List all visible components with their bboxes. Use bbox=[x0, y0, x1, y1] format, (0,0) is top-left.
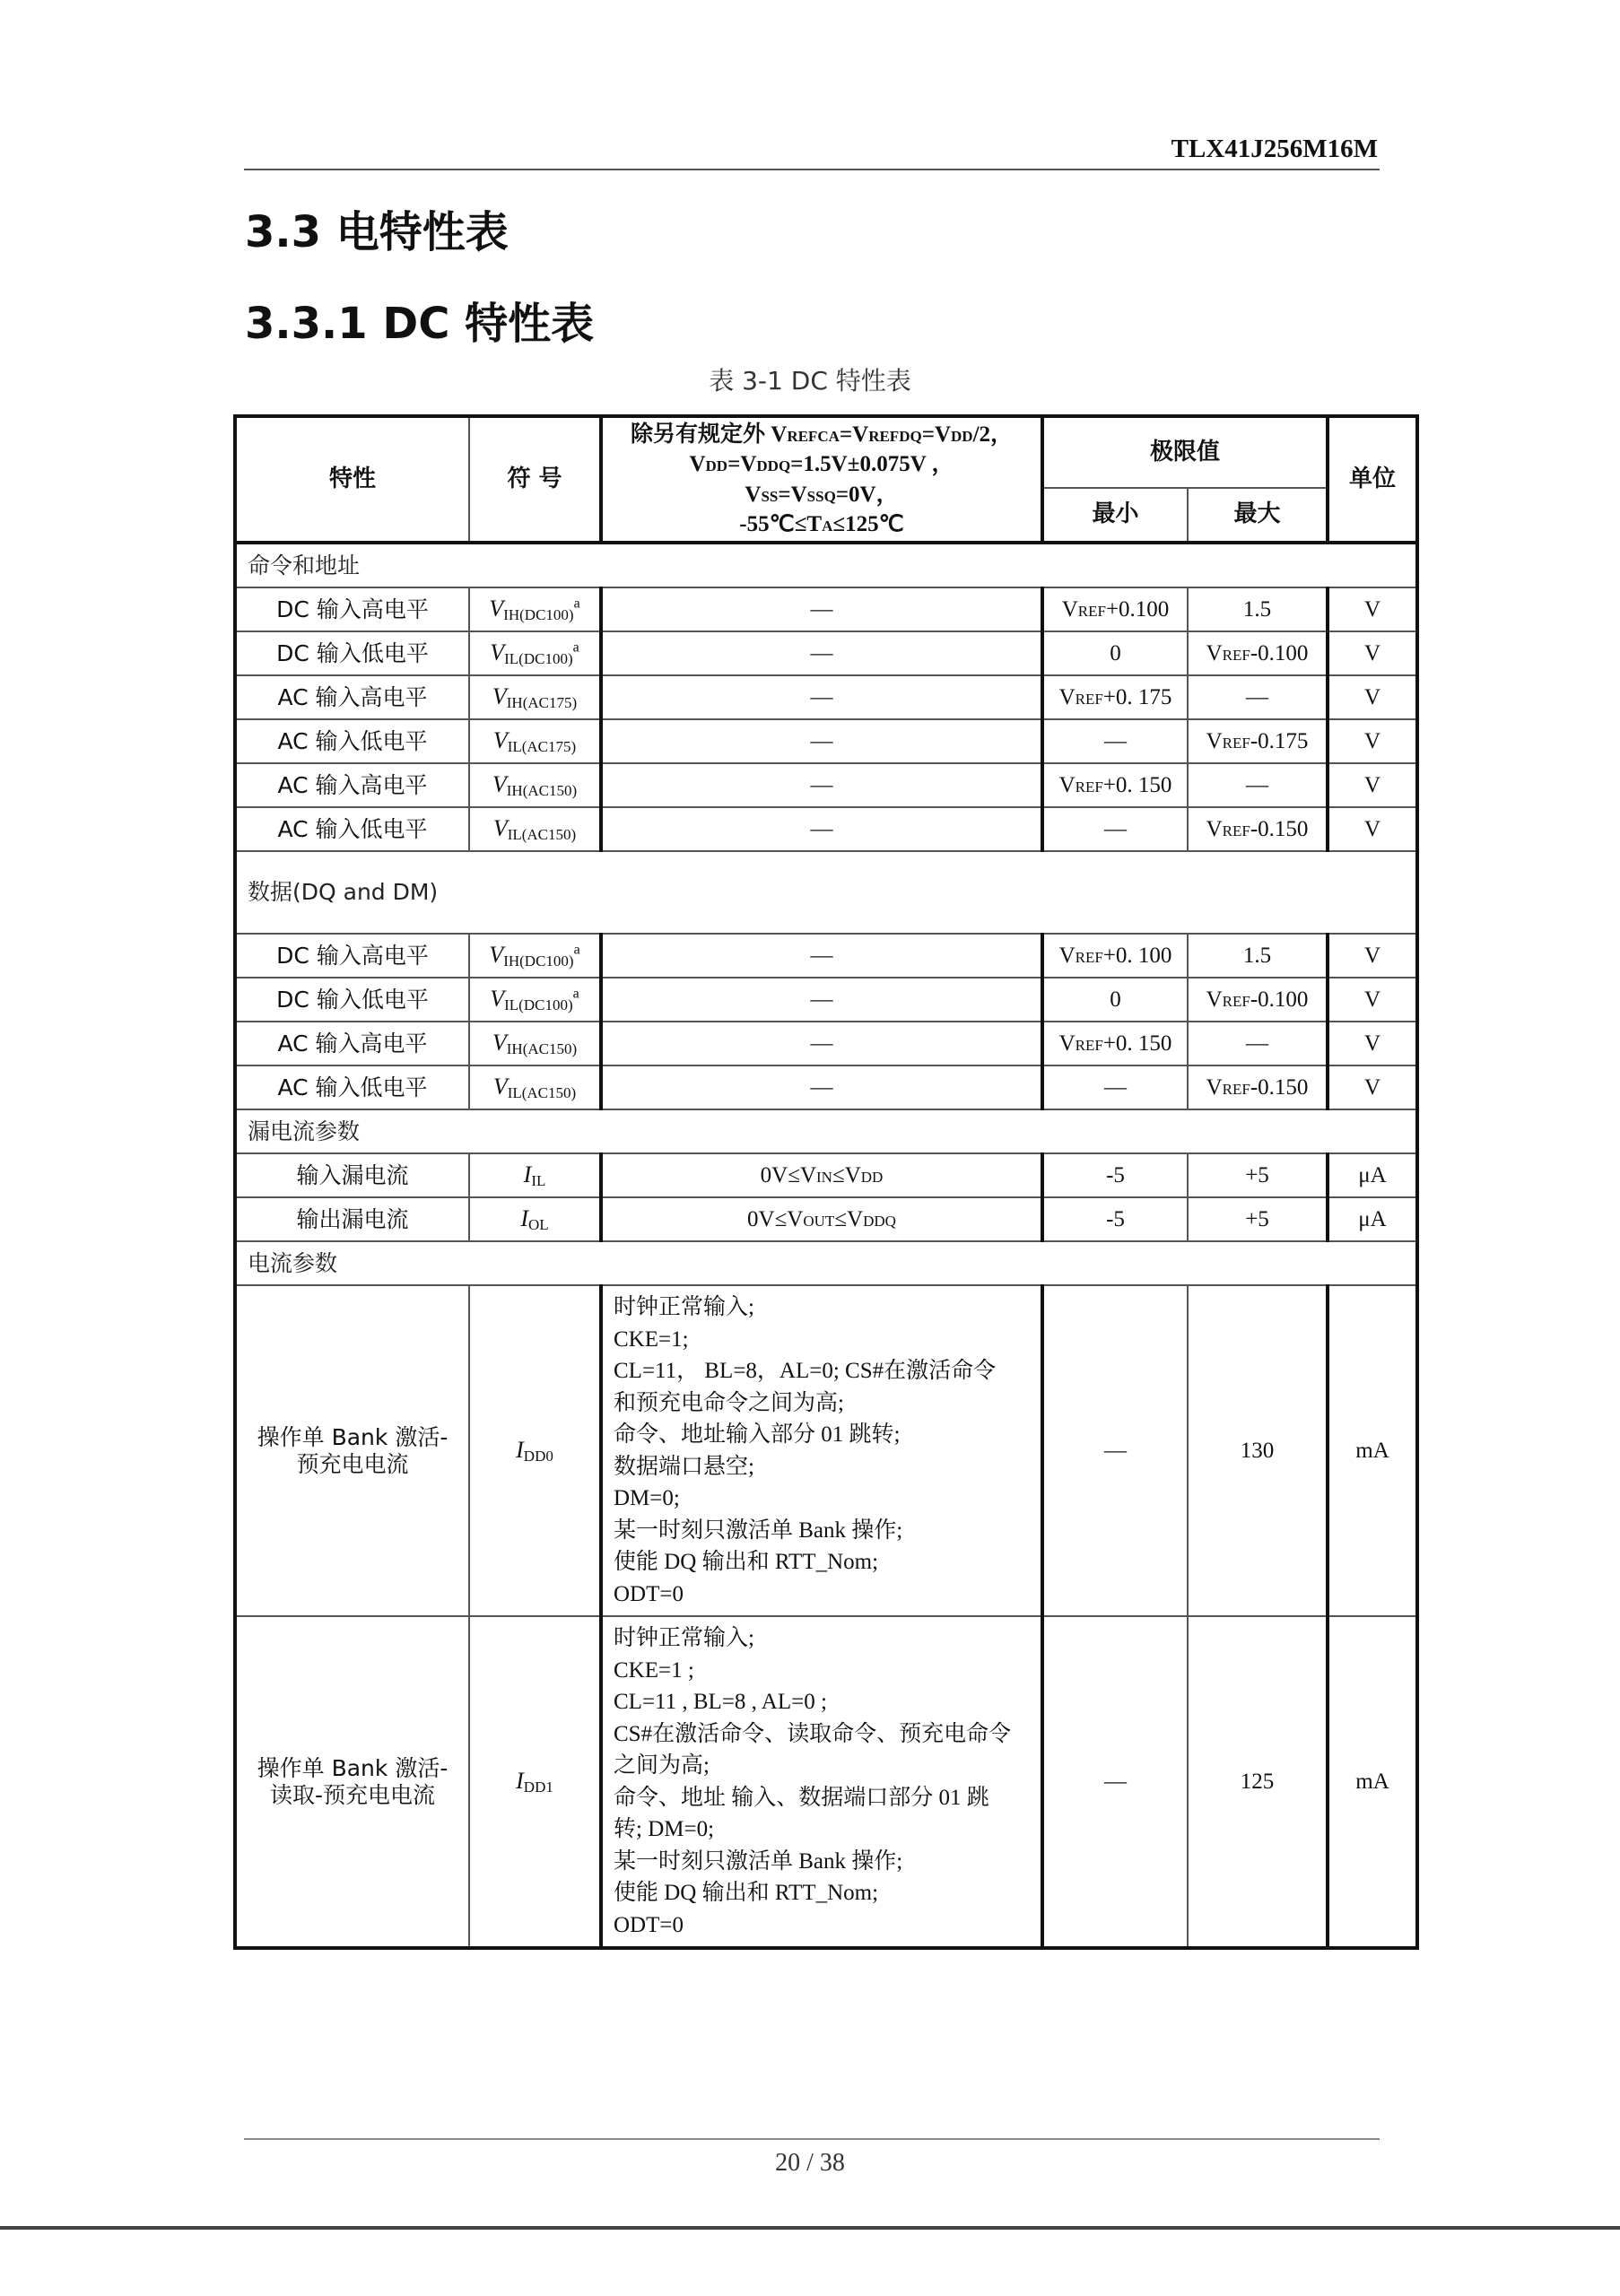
unit-cell: V bbox=[1328, 719, 1417, 763]
section-row bbox=[235, 543, 1417, 587]
condition-line: 某一时刻只激活单 Bank 操作; bbox=[614, 1848, 903, 1874]
min-value-cell: — bbox=[1042, 1065, 1188, 1109]
max-value-cell: +5 bbox=[1188, 1197, 1328, 1241]
condition-line: CL=11， BL=8，AL=0; CS#在激活命令 bbox=[614, 1359, 997, 1383]
header-characteristic: 特性 bbox=[235, 416, 469, 543]
symbol-subscript: IL(AC175) bbox=[507, 737, 577, 755]
subsection-heading: 3.3.1 DC 特性表 bbox=[245, 299, 595, 349]
header-condition-line: 除另有规定外 VREFCA=VREFDQ=VDD/2， bbox=[630, 422, 1014, 447]
symbol-subscript: OL bbox=[528, 1215, 549, 1233]
section-heading: 3.3 电特性表 bbox=[245, 207, 509, 257]
characteristic-line: 预充电电流 bbox=[296, 1450, 409, 1477]
unit-cell: μA bbox=[1328, 1153, 1417, 1197]
symbol-subscript: IH(DC100) bbox=[503, 952, 574, 970]
max-value-cell: — bbox=[1188, 1022, 1328, 1065]
condition-line: 时钟正常输入; bbox=[614, 1626, 754, 1650]
condition-cell: — bbox=[601, 719, 1042, 763]
symbol-main: V bbox=[492, 1073, 508, 1100]
header-condition-line: -55℃≤TA≤125℃ bbox=[739, 511, 904, 536]
min-value-cell: -5 bbox=[1042, 1197, 1188, 1241]
symbol-main: V bbox=[492, 726, 508, 753]
section-row bbox=[235, 1109, 1417, 1153]
max-value-cell: 130 bbox=[1188, 1285, 1328, 1616]
condition-cell bbox=[601, 1616, 1042, 1948]
max-value-cell: VREF-0.100 bbox=[1188, 978, 1328, 1022]
condition-line: 转; DM=0; bbox=[614, 1817, 715, 1841]
symbol-subscript: IL bbox=[531, 1171, 546, 1189]
unit-cell: V bbox=[1328, 934, 1417, 978]
symbol-cell bbox=[469, 807, 601, 851]
min-value-cell: — bbox=[1042, 1616, 1188, 1948]
max-value-cell: — bbox=[1188, 763, 1328, 807]
unit-cell: V bbox=[1328, 807, 1417, 851]
condition-cell: — bbox=[601, 934, 1042, 978]
condition-cell: — bbox=[601, 675, 1042, 719]
symbol-cell bbox=[469, 1065, 601, 1109]
min-value-cell: 0 bbox=[1042, 631, 1188, 675]
symbol-main: V bbox=[492, 770, 507, 797]
unit-cell: V bbox=[1328, 587, 1417, 631]
condition-line: 和预充电命令之间为高; bbox=[614, 1390, 844, 1415]
unit-cell: μA bbox=[1328, 1197, 1417, 1241]
page-separator bbox=[0, 2226, 1620, 2230]
min-value-cell: — bbox=[1042, 1285, 1188, 1616]
header-conditions bbox=[601, 416, 1042, 543]
condition-line: 使能 DQ 输出和 RTT_Nom; bbox=[614, 1881, 879, 1905]
section-title: 电流参数 bbox=[235, 1241, 1417, 1285]
symbol-subscript: IH(DC100) bbox=[503, 605, 574, 623]
unit-cell: mA bbox=[1328, 1285, 1417, 1616]
characteristic-line: 操作单 Bank 激活- bbox=[257, 1423, 449, 1450]
symbol-footnote-mark: a bbox=[572, 986, 579, 1002]
condition-cell bbox=[601, 1285, 1042, 1616]
symbol-cell bbox=[469, 587, 601, 631]
max-value-cell: — bbox=[1188, 675, 1328, 719]
symbol-cell bbox=[469, 763, 601, 807]
section-title: 命令和地址 bbox=[235, 543, 1417, 587]
min-value-cell: 0 bbox=[1042, 978, 1188, 1022]
condition-cell: — bbox=[601, 587, 1042, 631]
symbol-cell bbox=[469, 719, 601, 763]
symbol-main: V bbox=[492, 683, 507, 709]
unit-cell: V bbox=[1328, 675, 1417, 719]
table-row bbox=[235, 1065, 1417, 1109]
unit-cell: V bbox=[1328, 1022, 1417, 1065]
characteristic-cell: AC 输入低电平 bbox=[235, 719, 469, 763]
min-value-cell: VREF+0. 150 bbox=[1042, 1022, 1188, 1065]
table-row bbox=[235, 1197, 1417, 1241]
header-condition-line: VDD=VDDQ=1.5V±0.075V ， bbox=[689, 452, 954, 477]
max-value-cell: VREF-0.100 bbox=[1188, 631, 1328, 675]
characteristic-cell: 输出漏电流 bbox=[235, 1197, 469, 1241]
condition-cell: — bbox=[601, 763, 1042, 807]
characteristic-cell: AC 输入高电平 bbox=[235, 675, 469, 719]
condition-line: 某一时刻只激活单 Bank 操作; bbox=[614, 1518, 903, 1543]
min-value-cell: VREF+0. 100 bbox=[1042, 934, 1188, 978]
condition-line: ODT=0 bbox=[614, 1581, 684, 1606]
characteristic-cell: AC 输入低电平 bbox=[235, 1065, 469, 1109]
unit-cell: V bbox=[1328, 1065, 1417, 1109]
condition-line: CS#在激活命令、读取命令、预充电命令 bbox=[614, 1721, 1012, 1746]
characteristic-cell: 输入漏电流 bbox=[235, 1153, 469, 1197]
symbol-cell bbox=[469, 1153, 601, 1197]
symbol-cell bbox=[469, 631, 601, 675]
symbol-cell bbox=[469, 1616, 601, 1948]
characteristic-cell: AC 输入高电平 bbox=[235, 1022, 469, 1065]
condition-cell: 0V≤VIN≤VDD bbox=[601, 1153, 1042, 1197]
table-row bbox=[235, 631, 1417, 675]
condition-line: 命令、地址输入部分 01 跳转; bbox=[614, 1422, 901, 1447]
header-unit: 单位 bbox=[1328, 416, 1417, 543]
table-row bbox=[235, 978, 1417, 1022]
section-row bbox=[235, 851, 1417, 934]
condition-cell: — bbox=[601, 1022, 1042, 1065]
condition-line: ODT=0 bbox=[614, 1912, 684, 1937]
symbol-main: V bbox=[492, 814, 508, 841]
table-row bbox=[235, 1153, 1417, 1197]
section-title: 数据(DQ and DM) bbox=[235, 851, 1417, 934]
max-value-cell: +5 bbox=[1188, 1153, 1328, 1197]
condition-line: 使能 DQ 输出和 RTT_Nom; bbox=[614, 1550, 879, 1574]
characteristic-cell: DC 输入高电平 bbox=[235, 934, 469, 978]
condition-line: 时钟正常输入; bbox=[614, 1295, 754, 1319]
unit-cell: V bbox=[1328, 763, 1417, 807]
characteristic-cell: DC 输入低电平 bbox=[235, 978, 469, 1022]
characteristic-line: 操作单 Bank 激活- bbox=[257, 1754, 449, 1781]
symbol-subscript: IL(DC100) bbox=[504, 649, 573, 667]
header-limits: 极限值 bbox=[1042, 416, 1328, 488]
condition-line: DM=0; bbox=[614, 1486, 680, 1510]
header-condition-line: VSS=VSSQ=0V， bbox=[745, 482, 899, 507]
condition-cell: — bbox=[601, 978, 1042, 1022]
symbol-main: V bbox=[489, 941, 504, 968]
condition-line: CL=11 , BL=8 , AL=0 ; bbox=[614, 1690, 827, 1714]
min-value-cell: — bbox=[1042, 807, 1188, 851]
condition-line: 命令、地址 输入、数据端口部分 01 跳 bbox=[614, 1785, 989, 1810]
symbol-subscript: DD0 bbox=[523, 1447, 553, 1465]
min-value-cell: VREF+0. 150 bbox=[1042, 763, 1188, 807]
characteristic-cell: DC 输入高电平 bbox=[235, 587, 469, 631]
table-row bbox=[235, 807, 1417, 851]
symbol-main: I bbox=[520, 1205, 528, 1231]
condition-cell: — bbox=[601, 631, 1042, 675]
symbol-main: I bbox=[516, 1767, 524, 1794]
table-row bbox=[235, 719, 1417, 763]
table-row bbox=[235, 1285, 1417, 1616]
min-value-cell: -5 bbox=[1042, 1153, 1188, 1197]
characteristic-cell: DC 输入低电平 bbox=[235, 631, 469, 675]
table-row bbox=[235, 675, 1417, 719]
characteristic-cell: AC 输入低电平 bbox=[235, 807, 469, 851]
symbol-main: I bbox=[516, 1436, 524, 1463]
header-symbol: 符 号 bbox=[469, 416, 601, 543]
characteristic-cell bbox=[235, 1285, 469, 1616]
section-title: 漏电流参数 bbox=[235, 1109, 1417, 1153]
unit-cell: V bbox=[1328, 978, 1417, 1022]
symbol-footnote-mark: a bbox=[573, 942, 580, 958]
max-value-cell: 1.5 bbox=[1188, 587, 1328, 631]
table-row bbox=[235, 1616, 1417, 1948]
symbol-footnote-mark: a bbox=[572, 639, 579, 656]
table-caption: 表 3-1 DC 特性表 bbox=[709, 366, 911, 396]
max-value-cell: VREF-0.150 bbox=[1188, 1065, 1328, 1109]
symbol-cell bbox=[469, 1285, 601, 1616]
condition-cell: 0V≤VOUT≤VDDQ bbox=[601, 1197, 1042, 1241]
symbol-cell bbox=[469, 675, 601, 719]
symbol-subscript: DD1 bbox=[523, 1778, 553, 1796]
symbol-cell bbox=[469, 978, 601, 1022]
unit-cell: V bbox=[1328, 631, 1417, 675]
symbol-subscript: IL(DC100) bbox=[504, 996, 573, 1013]
characteristic-cell: AC 输入高电平 bbox=[235, 763, 469, 807]
table-row bbox=[235, 934, 1417, 978]
max-value-cell: 1.5 bbox=[1188, 934, 1328, 978]
condition-line: 数据端口悬空; bbox=[614, 1454, 754, 1479]
unit-cell: mA bbox=[1328, 1616, 1417, 1948]
condition-line: CKE=1 ; bbox=[614, 1657, 694, 1683]
symbol-main: I bbox=[523, 1161, 532, 1187]
max-value-cell: VREF-0.175 bbox=[1188, 719, 1328, 763]
condition-cell: — bbox=[601, 807, 1042, 851]
symbol-subscript: IL(AC150) bbox=[507, 1083, 577, 1101]
min-value-cell: — bbox=[1042, 719, 1188, 763]
condition-line: 之间为高; bbox=[614, 1753, 710, 1778]
symbol-subscript: IH(AC150) bbox=[506, 1039, 578, 1057]
header-rule bbox=[244, 169, 1380, 170]
symbol-cell bbox=[469, 1022, 601, 1065]
header-min: 最小 bbox=[1042, 488, 1188, 543]
page-number: 20 / 38 bbox=[775, 2149, 845, 2177]
condition-cell: — bbox=[601, 1065, 1042, 1109]
table-row bbox=[235, 587, 1417, 631]
characteristic-cell bbox=[235, 1616, 469, 1948]
characteristic-line: 读取-预充电电流 bbox=[269, 1781, 436, 1808]
symbol-subscript: IH(AC150) bbox=[506, 781, 578, 799]
table-row bbox=[235, 1022, 1417, 1065]
symbol-subscript: IH(AC175) bbox=[506, 693, 578, 711]
symbol-footnote-mark: a bbox=[573, 596, 580, 612]
footer-rule bbox=[244, 2138, 1380, 2140]
section-row bbox=[235, 1241, 1417, 1285]
symbol-subscript: IL(AC150) bbox=[507, 825, 577, 843]
symbol-cell bbox=[469, 934, 601, 978]
symbol-main: V bbox=[492, 1029, 507, 1056]
document-id: TLX41J256M16M bbox=[1171, 135, 1378, 163]
dc-characteristics-table bbox=[233, 414, 1419, 1950]
header-row-1 bbox=[235, 416, 1417, 488]
symbol-main: V bbox=[490, 985, 505, 1012]
min-value-cell: VREF+0. 175 bbox=[1042, 675, 1188, 719]
min-value-cell: VREF+0.100 bbox=[1042, 587, 1188, 631]
header-max: 最大 bbox=[1188, 488, 1328, 543]
max-value-cell: 125 bbox=[1188, 1616, 1328, 1948]
condition-line: CKE=1; bbox=[614, 1326, 689, 1352]
symbol-main: V bbox=[490, 639, 505, 665]
table-row bbox=[235, 763, 1417, 807]
symbol-cell bbox=[469, 1197, 601, 1241]
max-value-cell: VREF-0.150 bbox=[1188, 807, 1328, 851]
symbol-main: V bbox=[489, 595, 504, 622]
